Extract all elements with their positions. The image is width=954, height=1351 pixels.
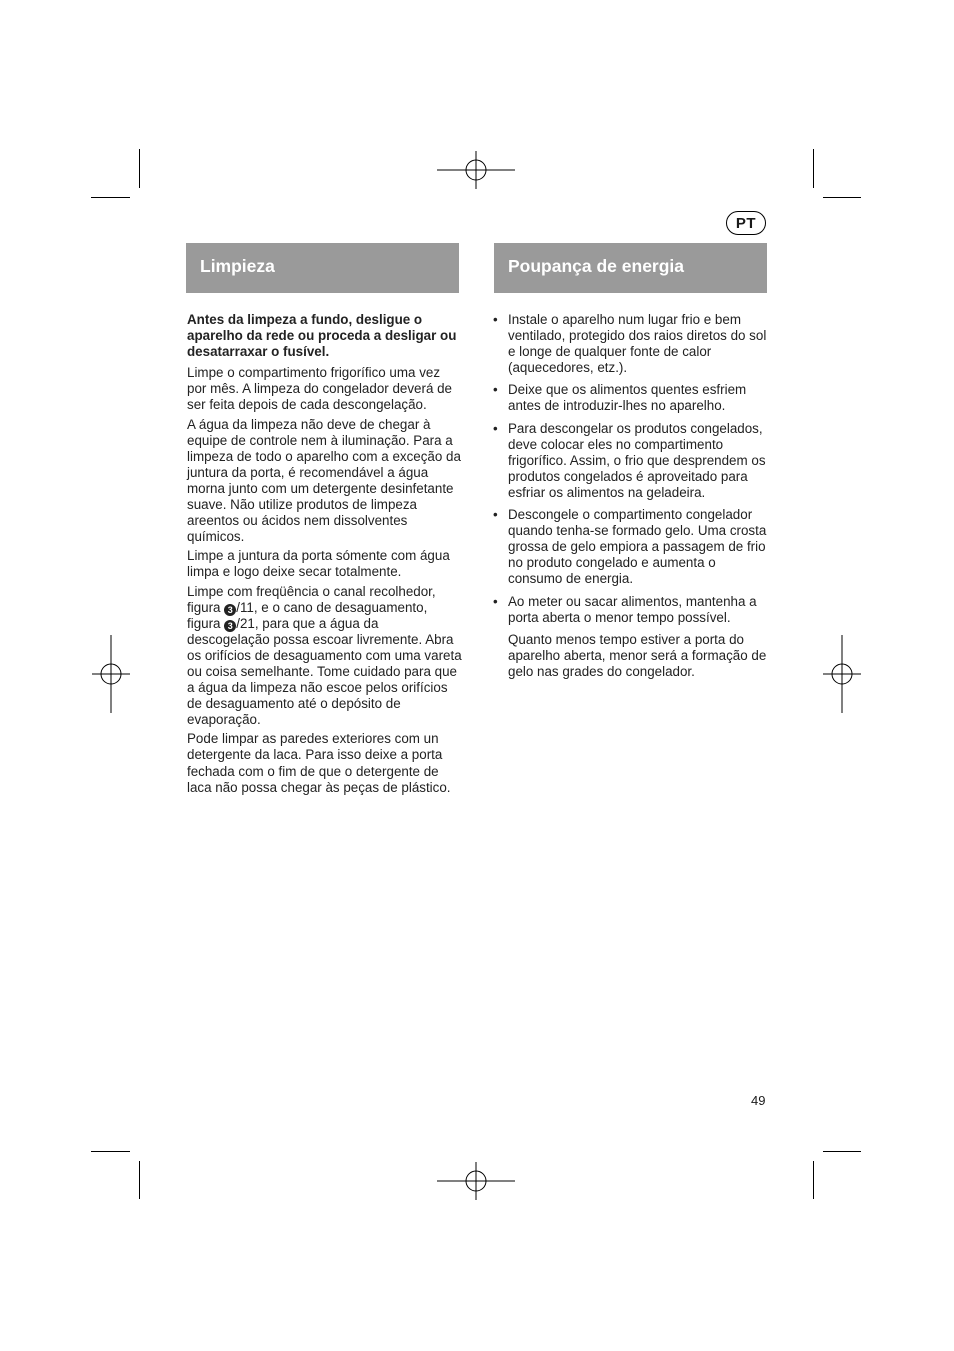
- paragraph: Pode limpar as paredes exteriores com un detergente da laca. Para isso deixe a porta fechada com o fim de que o detergente de laca não possa chegar às peças de plástico.: [187, 731, 451, 795]
- list-item: • Para descongelar os produtos congelados, deve colocar eles no compartimento frigorífico. Assim, o frio que desprendem os produtos congelados é aproveitado para esfriar os alimentos na geladeira.: [487, 421, 769, 501]
- registration-mark-top-icon: [437, 131, 515, 209]
- left-column: [187, 312, 462, 799]
- section-title: Limpieza: [200, 256, 275, 276]
- crop-mark-top-right-v: [813, 149, 814, 188]
- closing-paragraph: Quanto menos tempo estiver a porta do aparelho aberta, menor será a formação de gelo nas grades do congelador.: [508, 631, 767, 679]
- list-item: • Instale o aparelho num lugar frio e bem ventilado, protegido dos raios diretos do sol e longe de qualquer fonte de calor (aquecedores, etz.).: [487, 312, 769, 376]
- paragraph: Limpe a juntura da porta sómente com água limpa e logo deixe secar totalmente.: [187, 548, 450, 580]
- registration-mark-bottom-icon: [437, 1142, 515, 1220]
- section-header-energia: [494, 243, 767, 293]
- section-title: Poupança de energia: [508, 256, 685, 276]
- crop-mark-bottom-right-h: [823, 1151, 861, 1152]
- page-number: 49: [751, 1093, 766, 1108]
- list-item: • Descongele o compartimento congelador quando tenha-se formado gelo. Uma crosta grossa de gelo empiora a passagem de frio no produto congelado e aumenta o consumo de energia.: [487, 507, 769, 587]
- paragraph: Limpe o compartimento frigorífico uma vez por mês. A limpeza do congelador deverá de ser feita depois de cada descongelação.: [187, 365, 453, 413]
- section-header-limpieza: [186, 243, 459, 293]
- crop-mark-top-right-h: [823, 197, 861, 198]
- crop-mark-bottom-right-v: [813, 1161, 814, 1199]
- tips-list: [487, 312, 769, 626]
- crop-mark-top-left-v: [139, 149, 140, 188]
- registration-mark-right-icon: [803, 635, 881, 713]
- paragraph: Limpe com freqüência o canal recolhedor, figura 3 /11, e o cano de desaguamento, figura 3 /21, para que a água da descogelação possa escoar livremente. Abra os orifícios de desaguamento com uma vareta ou coisa semelhante. Tome cuidado para que a água da limpeza não escoe pelos orifícios de desaguamento até o depósito de evaporação.: [187, 583, 462, 728]
- crop-mark-bottom-left-v: [139, 1161, 140, 1199]
- right-column: [487, 312, 769, 683]
- paragraph: A água da limpeza não deve de chegar à equipe de controle nem à iluminação. Para a limpeza de todo o aparelho com a exceção da juntura da porta, é recomendável a água morna junto com um detergente desinfetante suave. Não utilize produtos de limpeza areentos ou ácidos nem dissolventes químicos.: [187, 416, 461, 545]
- figure-number-icon: 3: [224, 620, 236, 632]
- list-item: • Deixe que os alimentos quentes esfriem antes de introduzir-lhes no aparelho.: [487, 382, 769, 414]
- list-item: • Ao meter ou sacar alimentos, mantenha a porta aberta o menor tempo possível.: [487, 594, 769, 626]
- language-badge: PT: [726, 211, 766, 235]
- registration-mark-left-icon: [72, 635, 150, 713]
- crop-mark-top-left-h: [91, 197, 130, 198]
- warning-paragraph: Antes da limpeza a fundo, desligue o aparelho da rede ou proceda a desligar ou desatarraxar o fusível.: [187, 312, 457, 360]
- figure-number-icon: 3: [224, 604, 236, 616]
- crop-mark-bottom-left-h: [91, 1151, 130, 1152]
